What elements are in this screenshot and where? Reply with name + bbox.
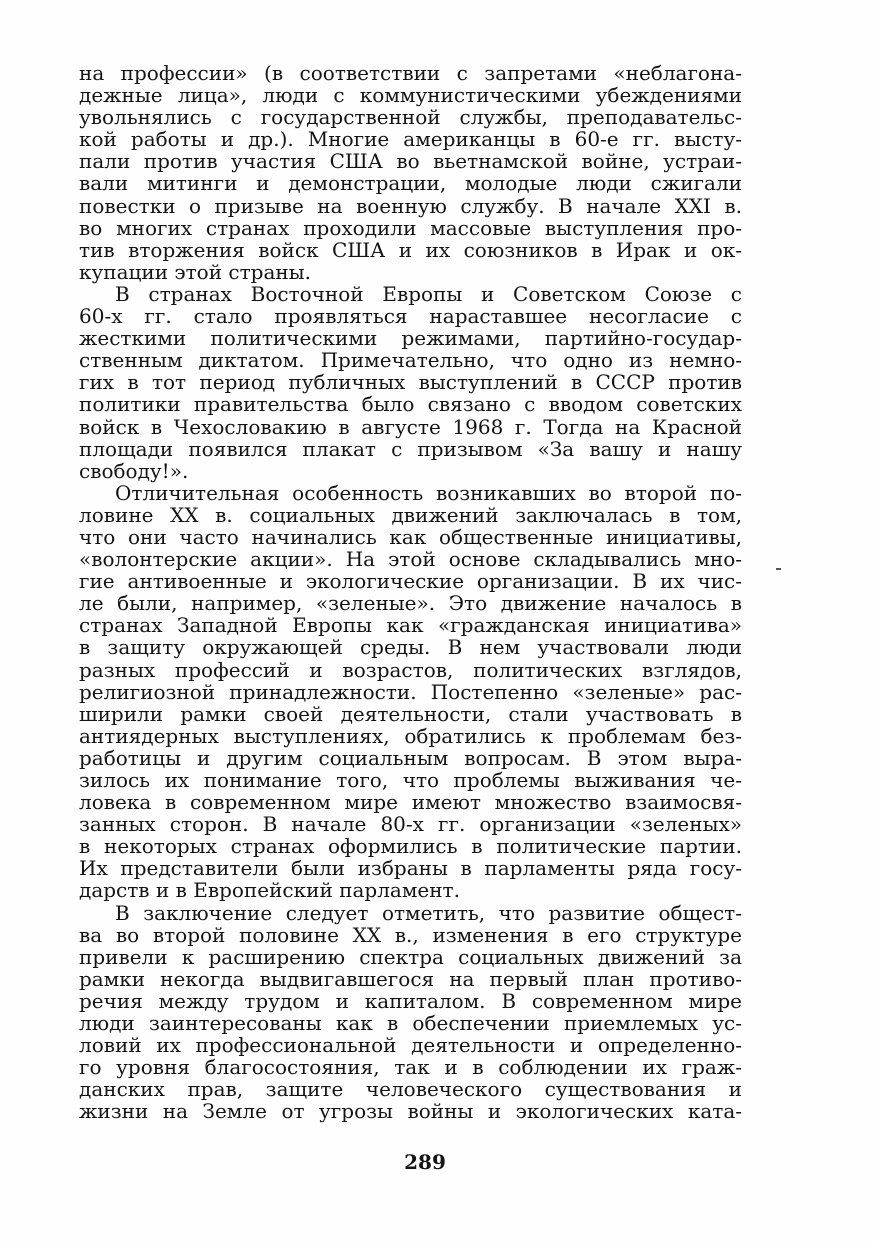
text-line: работицы и другим социальным вопросам. В этом выра- [79,745,742,770]
text-line: антиядерных выступлениях, обратились к проблемам без- [79,723,742,748]
scan-speck [776,568,781,570]
paragraph-2 [79,283,742,482]
text-line: вали митинги и демонстрации, молодые люди сжигали [79,171,742,196]
text-line: ственным диктатом. Примечательно, что одно из немно- [79,348,742,373]
text-line: свободу!». [79,458,189,483]
text-line: Отличительная особенность возникавших во второй по- [115,480,742,505]
text-line: на профессии» (в соответствии с запретами «неблагона- [79,61,742,85]
text-line: ле были, например, «зеленые». Это движение началось в [79,591,742,616]
text-line: гие антивоенные и экологические организации. В их чис- [79,569,742,594]
text-line: го уровня благосостояния, так и в соблюдении их граж- [79,1055,742,1080]
text-line: купации этой страны. [79,259,311,284]
text-line: ширили рамки своей деятельности, стали участвовать в [79,701,742,726]
text-line: В заключение следует отметить, что развитие общест- [115,900,742,925]
page-number: 289 [404,1150,446,1174]
text-line: в некоторых странах оформились в политические партии. [79,834,742,859]
text-line: дежные лица», люди с коммунистическими убеждениями [79,83,742,108]
text-line: ловека в современном мире имеют множество взаимосвя- [79,790,742,815]
text-line: данских прав, защите человеческого существования и [79,1077,742,1102]
text-line: войск в Чехословакию в августе 1968 г. Тогда на Красной [79,414,742,439]
paragraph-3 [79,482,742,902]
text-line: дарств и в Европейский парламент. [79,878,460,903]
text-line: привели к расширению спектра социальных движений за [79,944,742,969]
text-line: жизни на Земле от угрозы войны и экологических ката- [79,1099,742,1124]
text-line: В странах Восточной Европы и Советском Союзе с [115,281,742,306]
text-line: жесткими политическими режимами, партийно-государ- [79,326,742,351]
paragraph-1 [79,62,742,283]
text-line: тив вторжения войск США и их союзников в Ирак и ок- [79,237,742,262]
text-line: площади появился плакат с призывом «За вашу и нашу [79,436,742,461]
text-line: странах Западной Европы как «гражданская инициатива» [79,613,742,638]
text-line: что они часто начинались как общественные инициативы, [79,524,742,549]
text-line: ва во второй половине XX в., изменения в его структуре [79,922,742,947]
text-line: политики правительства было связано с вводом советских [79,392,742,417]
text-line: речия между трудом и капиталом. В современном мире [79,988,742,1013]
text-line: религиозной принадлежности. Постепенно «зеленые» рас- [79,679,742,704]
text-line: пали против участия США во вьетнамской войне, устраи- [79,149,742,174]
text-line: кой работы и др.). Многие американцы в 60-е гг. высту- [79,127,742,152]
text-line: во многих странах проходили массовые выступления про- [79,215,742,240]
paragraph-4 [79,902,742,1123]
text-line: гих в тот период публичных выступлений в СССР против [79,370,742,395]
text-line: повестки о призыве на военную службу. В начале XXI в. [79,193,742,218]
text-line: зилось их понимание того, что проблемы выживания че- [79,768,742,792]
text-line: занных сторон. В начале 80-х гг. организации «зеленых» [79,812,742,837]
text-line: «волонтерские акции». На этой основе складывались мно- [79,547,742,572]
text-line: 60-х гг. стало проявляться нараставшее несогласие с [79,304,742,329]
text-line: разных профессий и возрастов, политических взглядов, [79,657,742,682]
body-text [79,62,742,1123]
text-line: ловий их профессиональной деятельности и определенно- [79,1033,742,1058]
text-line: ловине XX в. социальных движений заключалась в том, [79,502,742,527]
text-line: в защиту окружающей среды. В нем участвовали люди [79,635,742,660]
text-line: Их представители были избраны в парламенты ряда госу- [79,856,742,881]
text-line: увольнялись с государственной службы, преподавательс- [79,105,742,130]
text-line: рамки некогда выдвигавшегося на первый план противо- [79,966,742,991]
text-line: люди заинтересованы как в обеспечении приемлемых ус- [79,1011,742,1036]
